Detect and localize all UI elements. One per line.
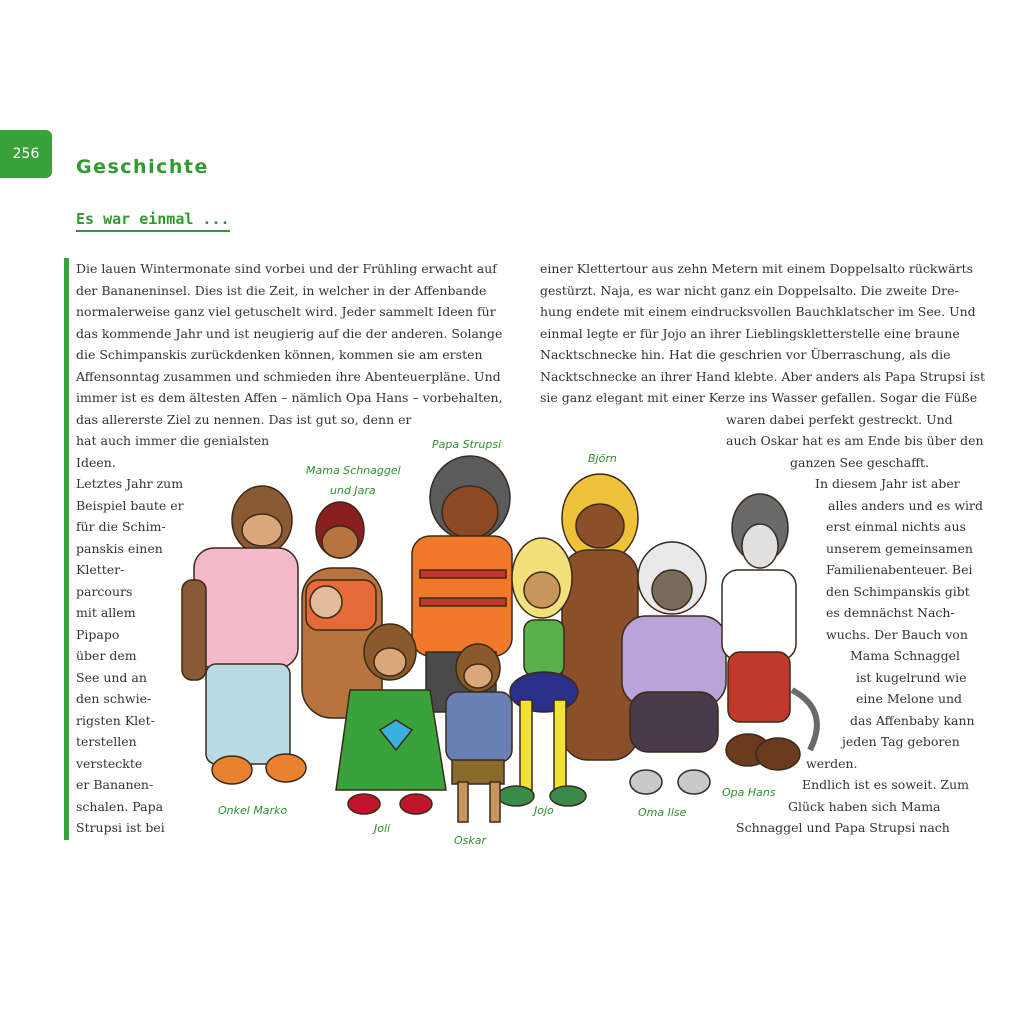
text-line: versteckte <box>76 756 143 771</box>
text-line: Beispiel baute er <box>76 498 184 513</box>
text-line: Strupsi ist bei <box>76 820 165 835</box>
text-line: Letztes Jahr zum <box>76 476 184 491</box>
text-line: rigsten Klet- <box>76 713 155 728</box>
label-joli: Joli <box>374 822 391 835</box>
text-line: die Schimpanskis zurückdenken können, kommen sie am ersten <box>76 347 483 362</box>
text-line: waren dabei perfekt gestreckt. Und <box>726 412 953 427</box>
text-line: der Bananeninsel. Dies ist die Zeit, in welcher in der Affenbande <box>76 283 487 298</box>
text-line: Nacktschnecke an ihrer Hand klebte. Aber anders als Papa Strupsi ist <box>540 369 986 384</box>
text-line: auch Oskar hat es am Ende bis über den <box>726 433 984 448</box>
text-line: Nacktschnecke hin. Hat die geschrien vor Überraschung, als die <box>540 347 951 362</box>
text-line: eine Melone und <box>856 691 963 706</box>
mama-schnaggel-figure <box>302 502 382 718</box>
text-line: das Affenbaby kann <box>850 713 975 728</box>
text-line: terstellen <box>76 734 137 749</box>
text-line: mit allem <box>76 605 136 620</box>
label-bjoern: Björn <box>588 452 617 465</box>
text-line: über dem <box>76 648 137 663</box>
text-line: immer ist es dem ältesten Affen – nämlich Opa Hans – vorbehalten, <box>76 390 503 405</box>
accent-bar <box>64 258 69 840</box>
text-line: Ideen. <box>76 455 116 470</box>
text-line: See und an <box>76 670 147 685</box>
bjoern-figure <box>562 474 638 760</box>
text-line: parcours <box>76 584 133 599</box>
text-line: panskis einen <box>76 541 163 556</box>
text-line: einmal legte er für Jojo an ihrer Lieblingskletterstelle eine braune <box>540 326 960 341</box>
text-line: es demnächst Nach- <box>826 605 955 620</box>
label-und-jara: und Jara <box>330 484 376 497</box>
section-heading: Geschichte <box>76 156 209 178</box>
text-line: Kletter- <box>76 562 125 577</box>
text-line: sie ganz elegant mit einer Kerze ins Wasser gefallen. Sogar die Füße <box>540 390 978 405</box>
text-line: Die lauen Wintermonate sind vorbei und der Frühling erwacht auf <box>76 261 497 276</box>
text-line: das kommende Jahr und ist neugierig auf die der anderen. Solange <box>76 326 503 341</box>
onkel-marko-figure <box>182 486 306 784</box>
text-line: Glück haben sich Mama <box>788 799 941 814</box>
text-line: schalen. Papa <box>76 799 164 814</box>
label-jojo: Jojo <box>534 804 554 817</box>
text-line: werden. <box>806 756 858 771</box>
label-opa-hans: Opa Hans <box>722 786 776 799</box>
label-oskar: Oskar <box>454 834 487 847</box>
text-line: unserem gemeinsamen <box>826 541 973 556</box>
opa-hans-figure <box>722 494 817 770</box>
label-papa-strupsi: Papa Strupsi <box>432 438 502 451</box>
text-line: hung endete mit einem eindrucksvollen Bauchklatscher im See. Und <box>540 304 976 319</box>
text-line: In diesem Jahr ist aber <box>815 476 960 491</box>
oma-ilse-figure <box>622 542 726 794</box>
text-line: normalerweise ganz viel getuschelt wird. Jeder sammelt Ideen für <box>76 304 496 319</box>
text-line: er Bananen- <box>76 777 154 792</box>
label-oma-ilse: Oma Ilse <box>638 806 687 819</box>
text-line: gestürzt. Naja, es war nicht ganz ein Doppelsalto. Die zweite Dre- <box>540 283 959 298</box>
text-line: Mama Schnaggel <box>850 648 961 663</box>
label-onkel-marko: Onkel Marko <box>218 804 288 817</box>
page-number: 256 <box>0 130 52 178</box>
text-line: ist kugelrund wie <box>856 670 967 685</box>
text-line: jeden Tag geboren <box>842 734 960 749</box>
label-mama-schnaggel: Mama Schnaggel <box>306 464 401 477</box>
text-line: den Schimpanskis gibt <box>826 584 970 599</box>
text-line: den schwie- <box>76 691 152 706</box>
text-line: alles anders und es wird <box>828 498 984 513</box>
text-line: für die Schim- <box>76 519 166 534</box>
text-line: Familienabenteuer. Bei <box>826 562 973 577</box>
text-line: hat auch immer die genialsten <box>76 433 270 448</box>
text-line: Schnaggel und Papa Strupsi nach <box>736 820 950 835</box>
text-line: das allererste Ziel zu nennen. Das ist gut so, denn er <box>76 412 412 427</box>
text-line: einer Klettertour aus zehn Metern mit einem Doppelsalto rückwärts <box>540 261 974 276</box>
text-line: Affensonntag zusammen und schmieden ihre Abenteuerpläne. Und <box>76 369 501 384</box>
text-line: ganzen See geschafft. <box>790 455 930 470</box>
text-line: erst einmal nichts aus <box>826 519 966 534</box>
text-line: wuchs. Der Bauch von <box>826 627 968 642</box>
text-line: Endlich ist es soweit. Zum <box>802 777 969 792</box>
subsection-heading: Es war einmal ... <box>76 210 230 232</box>
text-line: Pipapo <box>76 627 120 642</box>
